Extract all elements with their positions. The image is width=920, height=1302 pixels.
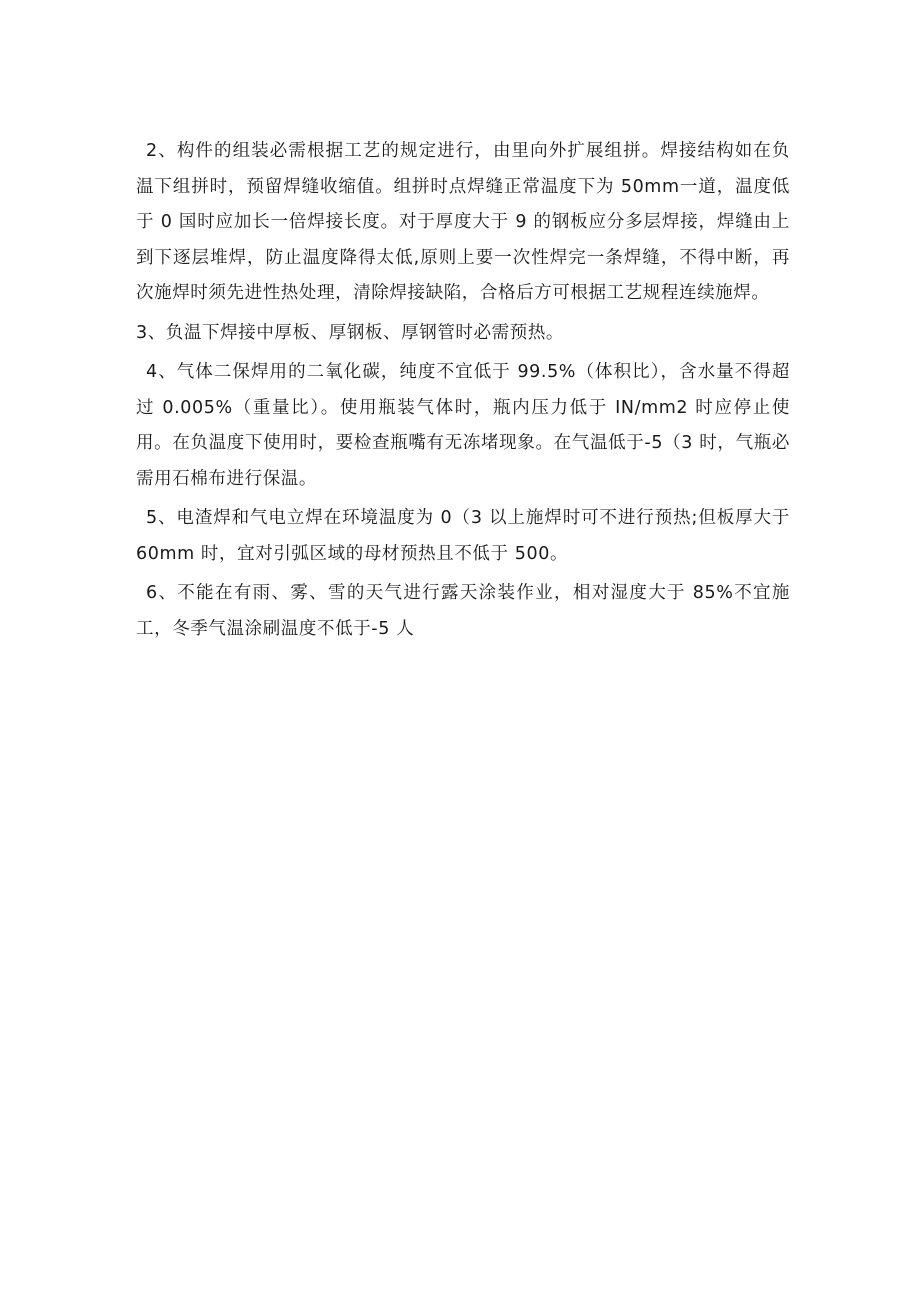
paragraph-item-3: 3、负温下焊接中厚板、厚钢板、厚钢管时必需预热。 xyxy=(136,322,565,343)
document-body xyxy=(136,134,790,651)
paragraph-item-4: 4、气体二保焊用的二氧化碳，纯度不宜低于 99.5%（体积比），含水量不得超过 0.005%（重量比）。使用瓶装气体时，瓶内压力低于 IN/mm2 时应停止使用。在负温度下使用时，要检查瓶嘴有无冻堵现象。在气温低于-5（3 时，气瓶必需用石棉布进行保温。 xyxy=(136,362,790,489)
paragraph-item-6: 6、不能在有雨、雾、雪的天气进行露天涂装作业，相对湿度大于 85%不宜施工，冬季气温涂刷温度不低于-5 人 xyxy=(136,583,790,639)
paragraph-item-2: 2、构件的组装必需根据工艺的规定进行，由里向外扩展组拼。焊接结构如在负温下组拼时，预留焊缝收缩值。组拼时点焊缝正常温度下为 50mm一道，温度低于 0 国时应加长一倍焊接长度。对于厚度大于 9 的钢板应分多层焊接，焊缝由上到下逐层堆焊，防止温度降得太低,原则上要一次性焊完一条焊缝，不得中断，再次施焊时须先进性热处理，清除焊接缺陷，合格后方可根据工艺规程连续施焊。 xyxy=(136,141,790,303)
paragraph-item-5: 5、电渣焊和气电立焊在环境温度为 0（3 以上施焊时可不进行预热;但板厚大于 60mm 时，宜对引弧区域的母材预热且不低于 500。 xyxy=(136,508,790,564)
